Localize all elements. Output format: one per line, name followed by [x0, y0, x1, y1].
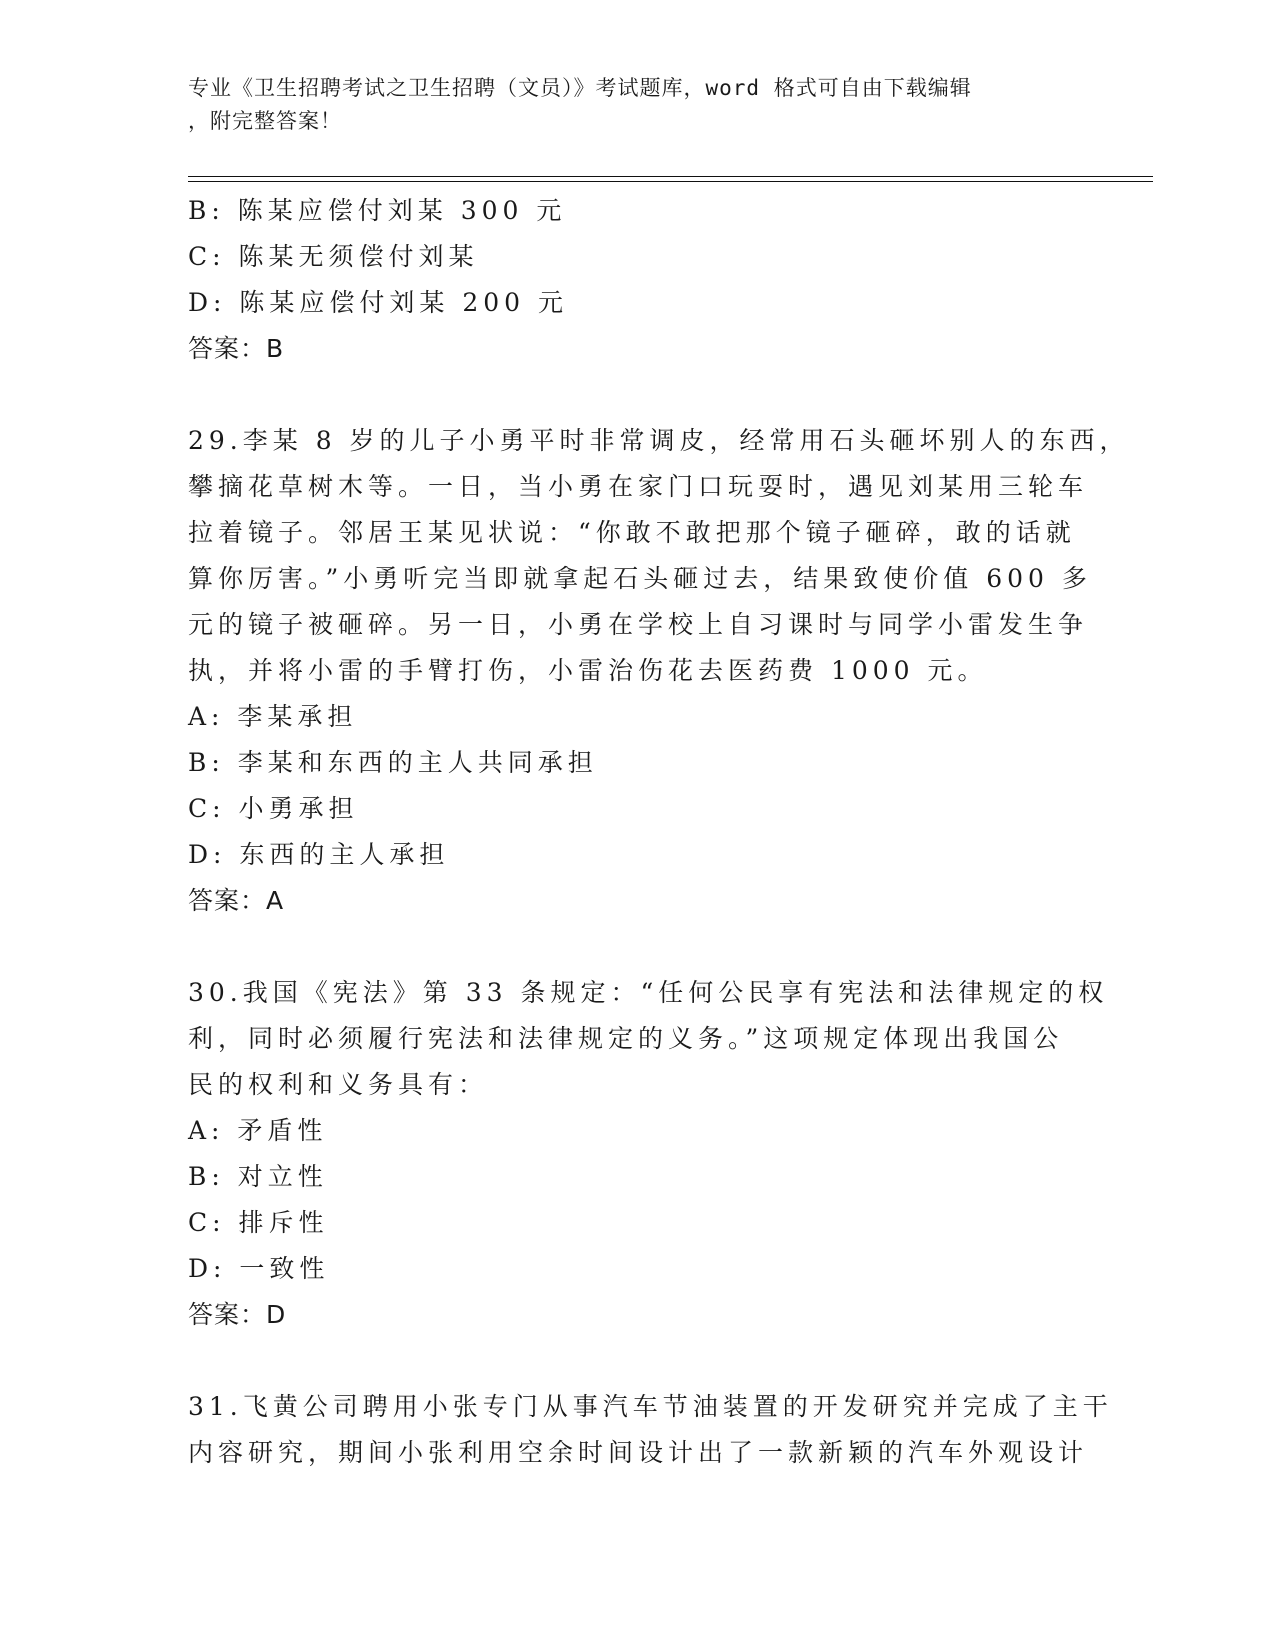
option-c: C: 排斥性 [188, 1208, 329, 1237]
question-text-line: 内容研究，期间小张利用空余时间设计出了一款新颖的汽车外观设计 [188, 1438, 1089, 1467]
option-a: A: 矛盾性 [188, 1116, 328, 1145]
option-b: B: 李某和东西的主人共同承担 [188, 748, 598, 777]
header-divider-top [188, 176, 1153, 177]
answer-line: 答案：A [188, 886, 285, 915]
question-29 [188, 418, 1130, 924]
option-c: C: 陈某无须偿付刘某 [188, 242, 479, 271]
option-d: D: 陈某应偿付刘某 200 元 [188, 288, 569, 317]
question-text-line: 拉着镜子。邻居王某见状说：“你敢不敢把那个镜子砸碎，敢的话就 [188, 518, 1076, 547]
question-text-line: 29.李某 8 岁的儿子小勇平时非常调皮，经常用石头砸坏别人的东西， [188, 426, 1130, 455]
question-31 [188, 1384, 1113, 1476]
spacer [188, 1338, 1068, 1384]
question-text-line: 元的镜子被砸碎。另一日，小勇在学校上自习课时与同学小雷发生争 [188, 610, 1089, 639]
option-d: D: 一致性 [188, 1254, 330, 1283]
option-b: B: 对立性 [188, 1162, 328, 1191]
header-line-2: ，附完整答案！ [188, 109, 342, 133]
document-body [188, 188, 1130, 1476]
question-text-line: 民的权利和义务具有： [188, 1070, 489, 1099]
question-text-line: 执，并将小雷的手臂打伤，小雷治伤花去医药费 1000 元。 [188, 656, 988, 685]
question-text-line: 31.飞黄公司聘用小张专门从事汽车节油装置的开发研究并完成了主干 [188, 1392, 1113, 1421]
question-30 [188, 970, 1109, 1338]
header-divider-bottom [188, 181, 1153, 182]
option-a: A: 李某承担 [188, 702, 358, 731]
question-text-line: 攀摘花草树木等。一日，当小勇在家门口玩耍时，遇见刘某用三轮车 [188, 472, 1089, 501]
spacer [188, 924, 1068, 970]
question-text-line: 利，同时必须履行宪法和法律规定的义务。”这项规定体现出我国公 [188, 1024, 1064, 1053]
question-text-line: 30.我国《宪法》第 33 条规定：“任何公民享有宪法和法律规定的权 [188, 978, 1109, 1007]
option-b: B: 陈某应偿付刘某 300 元 [188, 196, 567, 225]
option-c: C: 小勇承担 [188, 794, 359, 823]
answer-line: 答案：B [188, 334, 285, 363]
answer-line: 答案：D [188, 1300, 287, 1329]
header-line-1: 专业《卫生招聘考试之卫生招聘（文员）》考试题库，word 格式可自由下载编辑 [188, 76, 972, 100]
document-header [188, 72, 1068, 138]
question-text-line: 算你厉害。”小勇听完当即就拿起石头砸过去，结果致使价值 600 多 [188, 564, 1092, 593]
previous-question [188, 188, 1068, 372]
spacer [188, 372, 1068, 418]
option-d: D: 东西的主人承担 [188, 840, 450, 869]
